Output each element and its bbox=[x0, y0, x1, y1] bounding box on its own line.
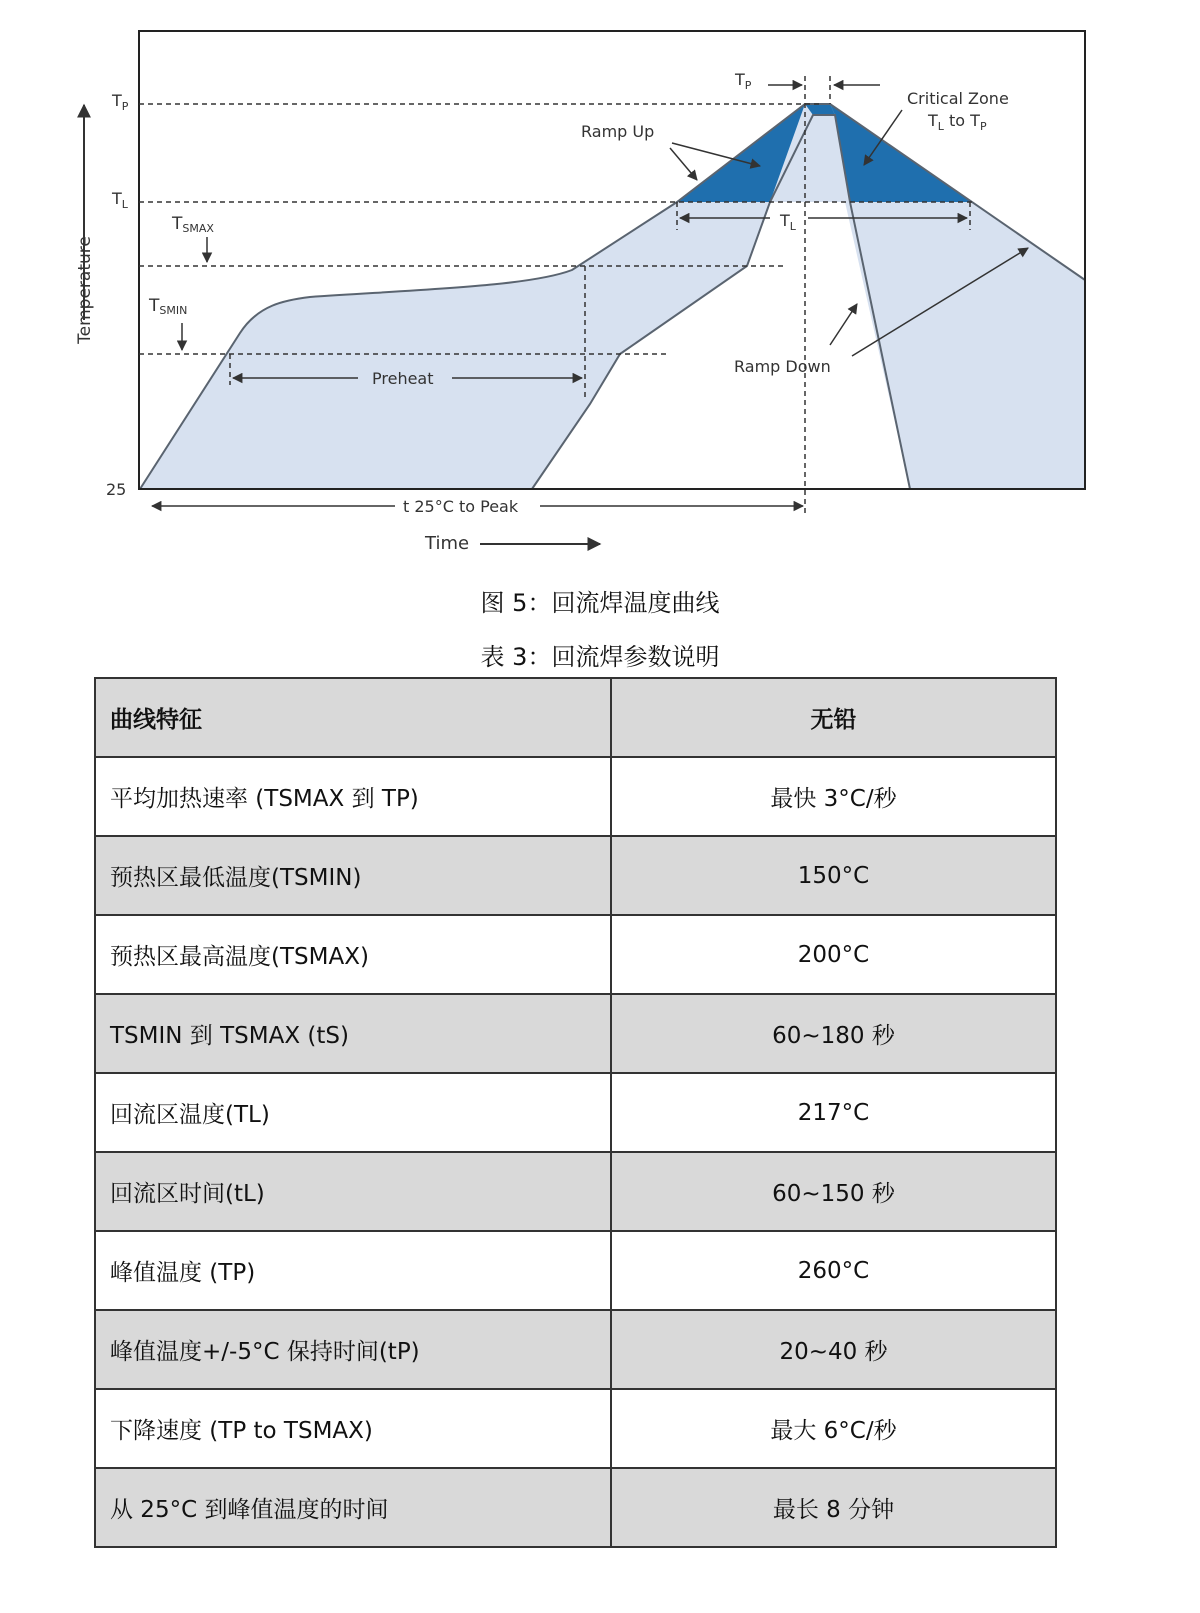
tsmax-label: TSMAX bbox=[172, 214, 214, 235]
tp-duration-label: $T_P$ bbox=[735, 70, 752, 92]
critical-zone-sublabel: $T_L$ to $T_P$ bbox=[928, 111, 987, 133]
row-value: 200°C bbox=[611, 915, 1056, 994]
table-row bbox=[95, 1231, 1056, 1310]
t-to-peak-label: t 25°C to Peak bbox=[403, 497, 519, 516]
row-feature: 下降速度 (TP to TSMAX) bbox=[95, 1389, 611, 1468]
row-feature: 平均加热速率 (TSMAX 到 TP) bbox=[95, 757, 611, 836]
ramp-down-arrow-1 bbox=[830, 304, 857, 345]
x-axis-label: Time bbox=[425, 533, 470, 554]
reflow-profile-figure bbox=[0, 0, 1200, 560]
profile-light-area bbox=[140, 104, 1085, 489]
ramp-down-label: Ramp Down bbox=[734, 357, 831, 376]
row-value: 最长 8 分钟 bbox=[611, 1468, 1056, 1547]
table-caption: 表 3：回流焊参数说明 bbox=[480, 643, 720, 671]
row-feature: 峰值温度 (TP) bbox=[95, 1231, 611, 1310]
figure-caption: 图 5：回流焊温度曲线 bbox=[480, 589, 720, 617]
header-feature: 曲线特征 bbox=[95, 678, 611, 757]
table-row bbox=[95, 757, 1056, 836]
row-value: 260°C bbox=[611, 1231, 1056, 1310]
row-feature: 峰值温度+/-5°C 保持时间(tP) bbox=[95, 1310, 611, 1389]
row-value: 150°C bbox=[611, 836, 1056, 915]
row-feature: 预热区最高温度(TSMAX) bbox=[95, 915, 611, 994]
row-value: 最大 6°C/秒 bbox=[611, 1389, 1056, 1468]
row-feature: TSMIN 到 TSMAX (tS) bbox=[95, 994, 611, 1073]
table-row bbox=[95, 1310, 1056, 1389]
table-row bbox=[95, 994, 1056, 1073]
row-feature: 从 25°C 到峰值温度的时间 bbox=[95, 1468, 611, 1547]
row-value: 60~150 秒 bbox=[611, 1152, 1056, 1231]
header-lead-free: 无铅 bbox=[611, 678, 1056, 757]
table-row bbox=[95, 1468, 1056, 1547]
row-value: 20~40 秒 bbox=[611, 1310, 1056, 1389]
table-row bbox=[95, 1389, 1056, 1468]
y-axis-label: Temperature bbox=[75, 236, 95, 344]
ramp-up-arrow-2 bbox=[670, 148, 697, 180]
table-header-row bbox=[95, 678, 1056, 757]
tp-axis-label: $T_P$ bbox=[112, 91, 129, 113]
row-feature: 回流区温度(TL) bbox=[95, 1073, 611, 1152]
row-value: 217°C bbox=[611, 1073, 1056, 1152]
table-row bbox=[95, 1152, 1056, 1231]
tsmin-label: TSMIN bbox=[149, 296, 188, 317]
row-feature: 回流区时间(tL) bbox=[95, 1152, 611, 1231]
table-row bbox=[95, 915, 1056, 994]
reflow-parameter-table bbox=[94, 677, 1057, 1548]
row-value: 60~180 秒 bbox=[611, 994, 1056, 1073]
tl-axis-label: $T_L$ bbox=[112, 189, 128, 211]
row-value: 最快 3°C/秒 bbox=[611, 757, 1056, 836]
row-feature: 预热区最低温度(TSMIN) bbox=[95, 836, 611, 915]
table-row bbox=[95, 1073, 1056, 1152]
base-temp-label: 25 bbox=[106, 480, 127, 499]
critical-zone-label: Critical Zone bbox=[907, 89, 1009, 108]
tl-duration-label: $T_L$ bbox=[780, 211, 796, 233]
table-row bbox=[95, 836, 1056, 915]
preheat-label: Preheat bbox=[372, 369, 434, 388]
ramp-up-label: Ramp Up bbox=[581, 122, 655, 141]
